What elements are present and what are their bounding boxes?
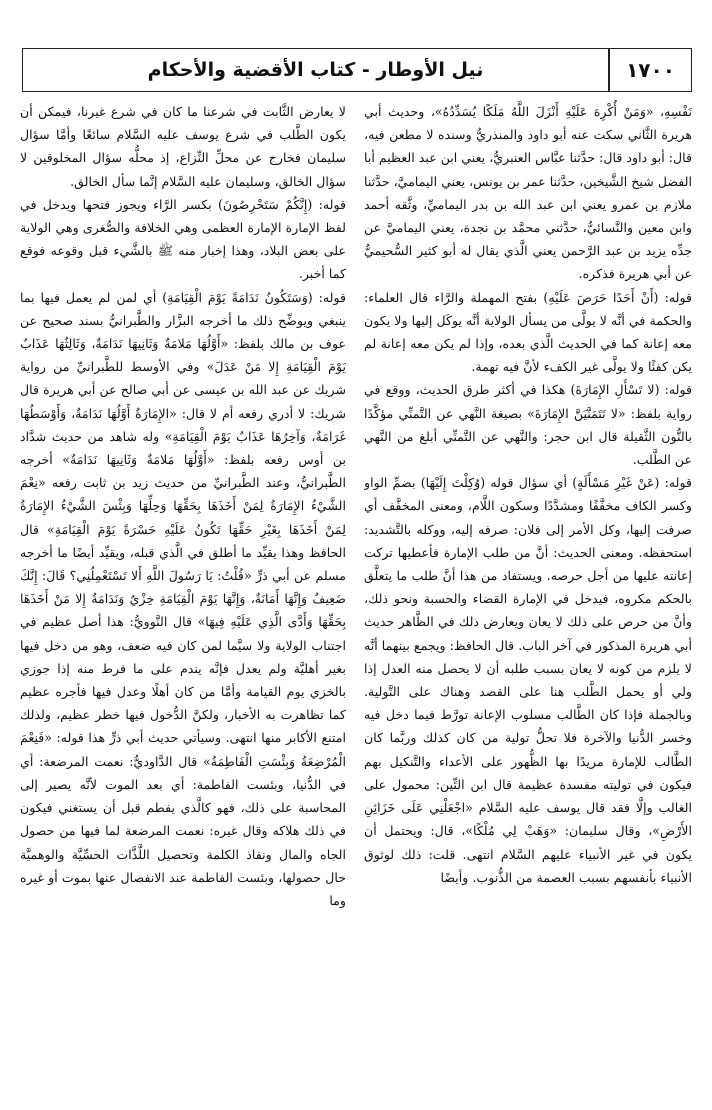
paragraph: قوله: (لا تَسْأَلِ الإِمَارَةَ) هكذا في أكثر طرق الحديث، ووقع في رواية بلفظ: «لا تَتَمَنَّيَنَّ الإِمَارَةَ» بصيغة النَّهي عن التَّمنِّي مؤكَّدًا بالنُّون الثَّقيلة قال ابن حجر: والنَّهي عن التَّمنِّي أبلغ من النَّهي عن الطَّلب.	[364, 382, 692, 468]
left-column	[20, 100, 346, 1100]
right-column	[364, 100, 692, 1100]
paragraph: قوله: (عَنْ غَيْرِ مَسْأَلَةٍ) أي سؤال قوله (وُكِلْتَ إِلَيْهَا) بضمِّ الواو وكسر الكاف مخفَّفًا ومشدَّدًا وسكون اللَّام، ومعنى المخفَّف أي صرفت إليها، وكل الأمر إلى فلان: صرفه إليه، ووكله بالتَّشديد: استحفظه. ومعنى الحديث: أنَّ من طلب الإمارة فأعطيها تركت إعانته عليها من أجل حرصه. ويستفاد من هذا أنَّ طلب ما يتعلَّق بالحكم مكروه، فيدخل في الإمارة القضاء والحسبة ونحو ذلك، وأنَّ من حرص على ذلك لا يعان ويعارض ذلك في الظَّاهر حديث أبي هريرة المذكور في آخر الباب. قال الحافظ: ويجمع بينهما أنَّه لا يلزم من كونه لا يعان بسبب طلبه أن لا يحصل منه العدل إذا ولي أو يحمل الطَّلب هنا على القصد وهناك على التَّولية. وبالجملة فإذا كان الطَّالب مسلوب الإعانة تورَّط فيما دخل فيه وخسر الدُّنيا والآخرة فلا تحلُّ تولية من كان كذلك وربَّما كان الطَّالب للإمارة مريدًا بها الظُّهور على الأعداء والتَّنكيل بهم فيكون في توليته مفسدة عظيمة قال ابن التِّين: محمول على الغالب وإلَّا فقد قال يوسف عليه السَّلام «اجْعَلْنِي عَلَى خَزَائِنِ الأَرْضِ»، وقال سليمان: «وَهَبْ لِي مُلْكًا»، قال: ويحتمل أن يكون في غير الأنبياء عليهم السَّلام انتهى. قلت: ذلك لوثوق الأنبياء بأنفسهم بسبب العصمة من الذُّنوب. وأيضًا	[364, 475, 692, 885]
page-header	[22, 48, 692, 92]
paragraph: قوله: (أَنْ أَحَدًا حَرَصَ عَلَيْهِ) بفتح المهملة والرَّاء قال العلماء: والحكمة في أنَّه لا يولَّى من يسأل الولاية أنَّه يوكَل إليها ولا يكون معه إعانة كما في الحديث الَّذي بعده، وإذا لم يكن معه إعانة لم يكن كفئًا ولا يولَّى غير الكفء لأنَّ فيه تهمة.	[364, 289, 692, 375]
paragraph: قوله: (إِنَّكُمْ سَتَحْرِصُونَ) بكسر الرَّاء ويجوز فتحها ويدخل في لفظ الإمارة الإمارة العظمى وهي الخلافة والصُّغرى وهي الولاية على بعض البلاد، وهذا إخبار منه ﷺ بالشَّيء قبل وقوعه فوقع كما أخبر.	[20, 196, 346, 282]
paragraph: قوله: (وَسَتَكُونُ نَدَامَةً يَوْمَ الْقِيَامَةِ) أي لمن لم يعمل فيها بما ينبغي ويوضِّح ذلك ما أخرجه البزَّار والطَّبرانيُّ بسند صحيح عن عوف بن مالك بلفظ: «أَوَّلُهَا مَلامَةٌ وَثَانِيهَا نَدَامَةٌ، وَثَالِثُهَا عَذَابٌ يَوْمَ الْقِيَامَةِ إِلا مَنْ عَدَلَ» وفي الأوسط للطَّبرانيِّ من رواية شريك عن عبد الله بن عيسى عن أبي صالح عن أبي هريرة قال شريك: لا أدري رفعه أم لا قال: «الإِمَارَةُ أَوَّلُهَا نَدَامَةٌ، وَأَوْسَطُهَا غَرَامَةٌ، وَآخِرُهَا عَذَابٌ يَوْمَ الْقِيَامَةِ» وله شاهد من حديث شدَّاد بن أوس رفعه بلفظ: «أَوَّلُهَا مَلامَةٌ وَثَانِيهَا نَدَامَةٌ» أخرجه الطَّبرانيُّ، وعند الطَّبرانيِّ من حديث زيد بن ثابت رفعه «نِعْمَ الشَّيْءُ الإِمَارَةُ لِمَنْ أَخَذَهَا بِحَقِّهَا وَحِلِّهَا وَبِئْسَ الشَّيْءُ الإِمَارَةُ لِمَنْ أَخَذَهَا بِغَيْرِ حَقِّهَا تَكُونُ عَلَيْهِ حَسْرَةً يَوْمَ الْقِيَامَةِ» قال الحافظ وهذا يقيِّد ما أطلق في الَّذي قبله، ويقيِّد أيضًا ما أخرجه مسلم عن أبي ذرٍّ «قُلْتُ: يَا رَسُولَ اللَّهِ أَلا تَسْتَعْمِلُنِي؟ قَالَ: إِنَّكَ ضَعِيفٌ وَإِنَّهَا أَمَانَةٌ، وَإِنَّهَا يَوْمَ الْقِيَامَةِ خِزْيٌ وَنَدَامَةٌ إِلا مَنْ أَخَذَهَا بِحَقِّهَا وَأَدَّى الَّذِي عَلَيْهِ فِيهَا» قال النَّوويُّ: هذا أصل عظيم في اجتناب الولاية ولا سيَّما لمن كان فيه ضعف، وهو من دخل فيها بغير أهليَّة ولم يعدل فإنَّه يندم على ما فرط منه إذا جوزي بالخزي يوم القيامة وأمَّا من كان أهلًا وعدل فيها فأجره عظيم كما تظاهرت به الأخبار، ولكنَّ الدُّخول فيها خطر عظيم، ولذلك امتنع الأكابر منها انتهى. وسيأتي حديث أبي ذرٍّ هذا قوله: «فَنِعْمَ الْمُرْضِعَةُ وَبِئْسَتِ الْفَاطِمَةُ» قال الدَّاوديُّ: نعمت المرضعة: أي في الدُّنيا، وبئست الفاطمة: أي بعد الموت لأنَّه يصير إلى المحاسبة على ذلك، فهو كالَّذي يفطم قبل أن يستغني فيكون في ذلك هلاكه وقال غيره: نعمت المرضعة لما فيها من حصول الجاه والمال ونفاذ الكلمة وتحصيل اللَّذَّات الحسِّيَّة والوهميَّة حال حصولها، وبئست الفاطمة عند الانفصال عنها بموت أو غيره وما	[20, 289, 346, 908]
header-divider	[608, 49, 610, 91]
paragraph: لا يعارض الثَّابت في شرعنا ما كان في شرع غيرنا، فيمكن أن يكون الطَّلب في شرع يوسف عليه السَّلام سائغًا وأمَّا سؤال سليمان فخارج عن محلِّ النِّزاع، إذ محلُّه سؤال المخلوقين لا سؤال الخالق، وسليمان عليه السَّلام إنَّما سأل الخالق.	[20, 104, 346, 189]
page-number: ١٧٠٠	[626, 58, 675, 82]
page-title: نيل الأوطار - كتاب الأقضية والأحكام	[147, 59, 484, 81]
paragraph: نَفْسِهِ، «وَمَنْ أُكْرِهَ عَلَيْهِ أَنْزَلَ اللَّهُ مَلَكًا يُسَدِّدُهُ»، وحديث أبي هريرة الثَّاني سكت عنه أبو داود والمنذريُّ وسنده لا مطعن فيه، قال: أبو داود قال: حدَّثنا عبَّاس العنبريُّ، يعني ابن عبد العظيم أبا الفضل شيخ الشَّيخين، حدَّثنا عمر بن يونس، يعني اليماميَّ، حدَّثنا ملازم بن عمرو يعني ابن عبد الله بن بدر اليماميِّ، وثَّقه أحمد وابن معين والنَّسائيُّ، حدَّثني محمَّد بن نجدة، يعني اليماميَّ عن جدِّه يزيد بن عبد الرَّحمن يعني الَّذي يقال له أبو كثير السُّحيميُّ عن أبي هريرة فذكره.	[364, 104, 692, 282]
